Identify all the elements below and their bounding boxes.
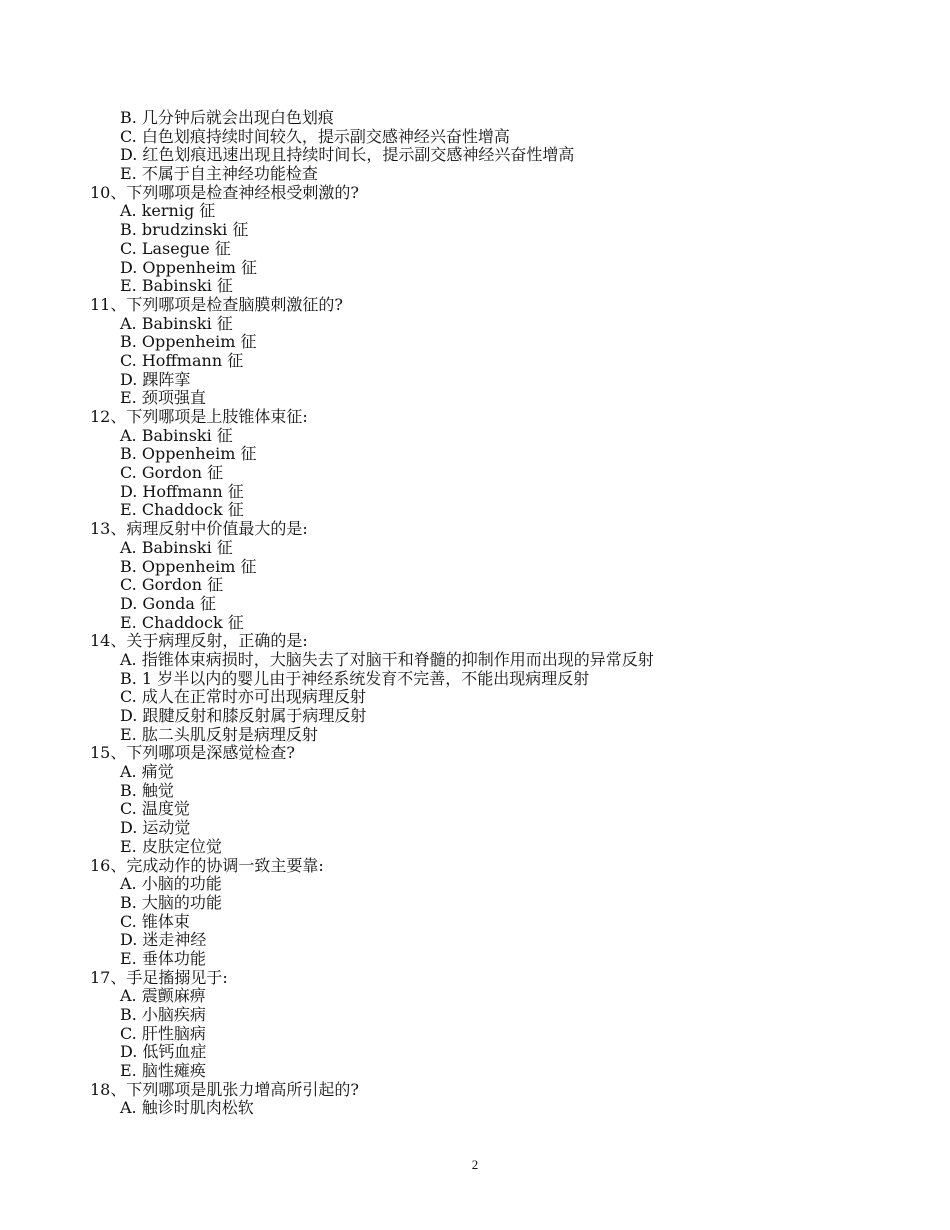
answer-option: D. Oppenheim 征 xyxy=(120,257,257,277)
answer-option: B. Oppenheim 征 xyxy=(120,332,257,352)
answer-option: C. Lasegue 征 xyxy=(120,238,231,258)
question-text: 10、下列哪项是检查神经根受刺激的? xyxy=(90,182,359,202)
answer-option: A. Babinski 征 xyxy=(120,313,233,333)
answer-option: C. Gordon 征 xyxy=(120,575,224,595)
answer-option: B. Oppenheim 征 xyxy=(120,556,257,576)
question-text: 12、下列哪项是上肢锥体束征: xyxy=(90,407,308,426)
question-text: 14、关于病理反射，正确的是: xyxy=(90,631,308,651)
answer-option: D. 跟腱反射和膝反射属于病理反射 xyxy=(120,706,367,725)
answer-option: E. 皮肤定位觉 xyxy=(120,836,222,856)
answer-option: E. Babinski 征 xyxy=(120,276,233,296)
question-text: 18、下列哪项是肌张力增高所引起的? xyxy=(90,1079,359,1099)
answer-option: A. 触诊时肌肉松软 xyxy=(120,1098,254,1118)
answer-option: C. 肝性脑病 xyxy=(120,1023,206,1043)
answer-option: E. 肱二头肌反射是病理反射 xyxy=(120,724,318,744)
answer-option: C. 成人在正常时亦可出现病理反射 xyxy=(120,687,366,707)
answer-option: C. Hoffmann 征 xyxy=(120,350,244,370)
answer-option: A. 震颤麻痹 xyxy=(120,986,206,1006)
answer-option: C. Gordon 征 xyxy=(120,463,224,483)
question-text: 15、下列哪项是深感觉检查? xyxy=(90,743,295,763)
question-text: 16、完成动作的协调一致主要靠: xyxy=(90,855,324,875)
answer-option: B. 几分钟后就会出现白色划痕 xyxy=(120,108,334,127)
answer-option: D. 低钙血症 xyxy=(120,1042,207,1062)
answer-option: E. 不属于自主神经功能检查 xyxy=(120,164,318,184)
answer-option: C. 白色划痕持续时间较久，提示副交感神经兴奋性增高 xyxy=(120,126,510,146)
answer-option: B. 大脑的功能 xyxy=(120,892,222,912)
question-text: 17、手足搐搦见于: xyxy=(90,967,228,987)
answer-option: A. Babinski 征 xyxy=(120,537,233,557)
answer-option: D. 运动觉 xyxy=(120,818,191,838)
answer-option: B. 小脑疾病 xyxy=(120,1005,206,1024)
answer-option: B. brudzinski 征 xyxy=(120,220,249,240)
answer-option: B. Oppenheim 征 xyxy=(120,444,257,464)
answer-option: D. 踝阵挛 xyxy=(120,369,191,389)
answer-option: C. 温度觉 xyxy=(120,799,190,819)
answer-option: A. 指锥体束病损时，大脑失去了对脑干和脊髓的抑制作用而出现的异常反射 xyxy=(120,649,654,669)
answer-option: E. 脑性瘫痪 xyxy=(120,1061,206,1081)
question-text: 11、下列哪项是检查脑膜刺激征的? xyxy=(90,294,343,314)
answer-option: E. Chaddock 征 xyxy=(120,612,244,632)
answer-option: A. 痛觉 xyxy=(120,762,174,782)
answer-option: A. kernig 征 xyxy=(120,201,216,221)
answer-option: D. Hoffmann 征 xyxy=(120,481,244,501)
answer-option: D. Gonda 征 xyxy=(120,593,217,613)
answer-option: E. Chaddock 征 xyxy=(120,500,244,520)
answer-option: E. 垂体功能 xyxy=(120,948,206,968)
answer-option: A. Babinski 征 xyxy=(120,425,233,445)
answer-option: A. 小脑的功能 xyxy=(120,874,222,894)
page-number: 2 xyxy=(471,1157,479,1172)
answer-option: B. 1 岁半以内的婴儿由于神经系统发育不完善，不能出现病理反射 xyxy=(120,668,590,688)
answer-option: D. 红色划痕迅速出现且持续时间长，提示副交感神经兴奋性增高 xyxy=(120,145,575,165)
answer-option: B. 触觉 xyxy=(120,780,174,800)
answer-option: C. 锥体束 xyxy=(120,911,190,931)
question-text: 13、病理反射中价值最大的是: xyxy=(90,519,308,539)
question-list xyxy=(90,109,890,1118)
answer-option: D. 迷走神经 xyxy=(120,930,207,950)
answer-option: E. 颈项强直 xyxy=(120,388,206,408)
